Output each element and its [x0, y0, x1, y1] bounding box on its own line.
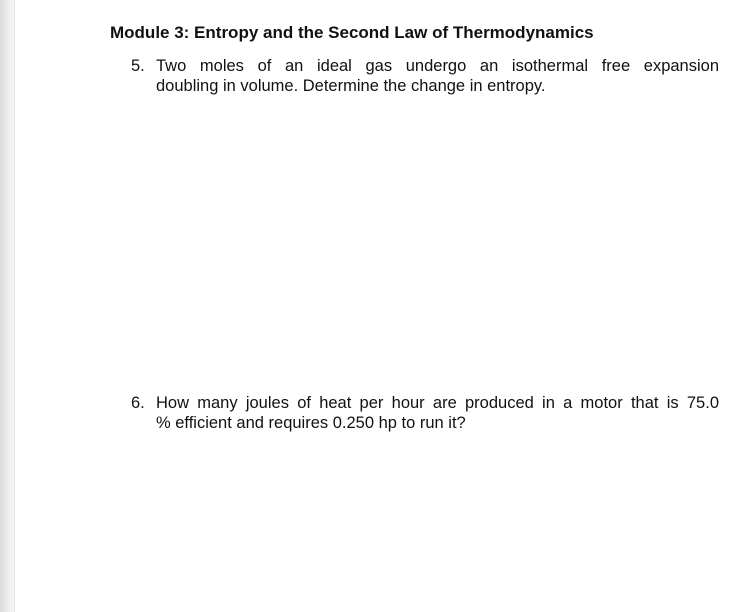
- question-text: [156, 56, 719, 96]
- question-line: Two moles of an ideal gas undergo an isothermal free expansion: [156, 57, 719, 75]
- question-line: doubling in volume. Determine the change in entropy.: [156, 77, 546, 95]
- question-6: [131, 393, 719, 433]
- page-left-edge: [0, 0, 15, 612]
- question-text: [156, 393, 719, 433]
- question-5: [131, 56, 719, 96]
- question-number: 6.: [131, 394, 145, 412]
- page-title: Module 3: Entropy and the Second Law of Thermodynamics: [110, 23, 594, 42]
- question-line: How many joules of heat per hour are produced in a motor that is 75.0: [156, 394, 719, 412]
- question-number: 5.: [131, 57, 145, 75]
- question-line: % efficient and requires 0.250 hp to run it?: [156, 414, 466, 432]
